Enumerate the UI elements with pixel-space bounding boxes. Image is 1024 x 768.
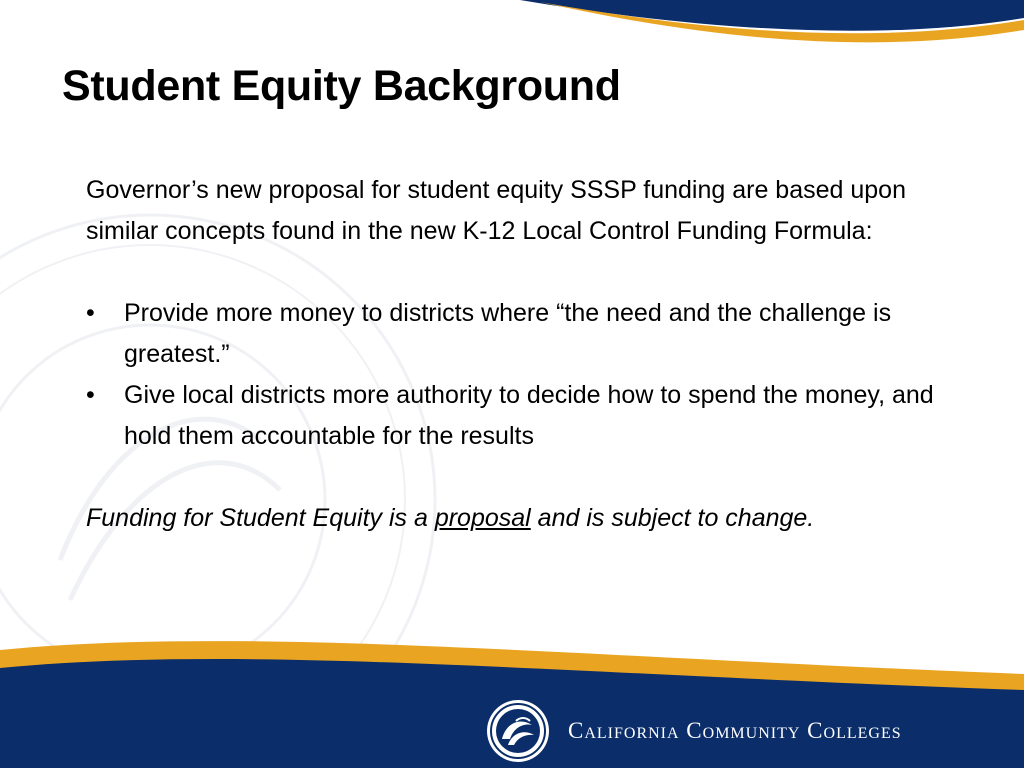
bullet-item xyxy=(86,375,956,457)
bullet-icon: • xyxy=(86,381,95,409)
bullet-text: Give local districts more authority to decide how to spend the money, and hold them accountable for the results xyxy=(124,381,934,450)
top-swoosh xyxy=(520,0,1024,42)
bullet-icon: • xyxy=(86,299,95,327)
brand-name: California Community Colleges xyxy=(568,718,902,743)
note-text-after: and is subject to change. xyxy=(530,504,815,532)
funding-note xyxy=(86,498,956,539)
note-emphasis: proposal xyxy=(434,504,531,532)
bullet-item xyxy=(86,293,956,375)
note-text-before: Funding for Student Equity is a xyxy=(86,504,435,532)
college-seal-icon xyxy=(486,699,550,763)
slide-body xyxy=(86,170,956,539)
slide-title: Student Equity Background xyxy=(62,62,621,110)
bullet-list xyxy=(86,293,956,457)
bullet-text: Provide more money to districts where “the need and the challenge is greatest.” xyxy=(124,299,892,368)
intro-paragraph: Governor’s new proposal for student equity SSSP funding are based upon similar concepts found in the new K-12 Local Control Funding Formula: xyxy=(86,176,906,245)
